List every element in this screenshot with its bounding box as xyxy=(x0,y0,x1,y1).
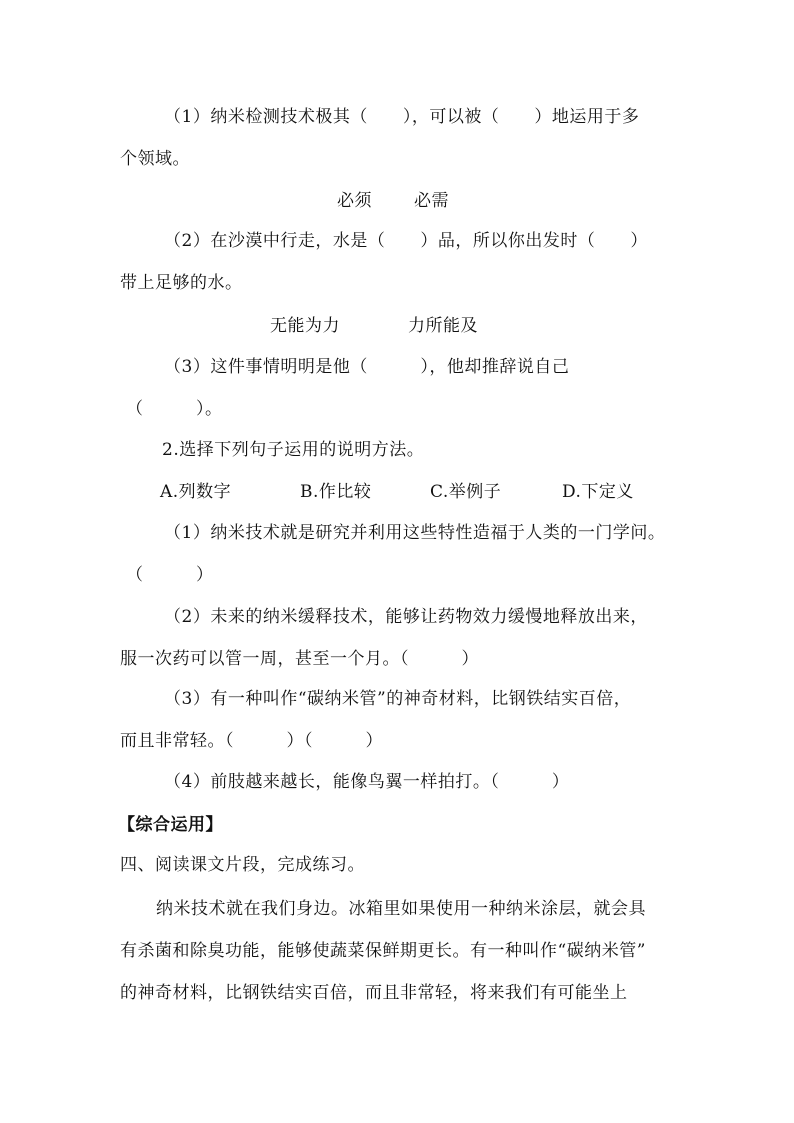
option-a: A.列数字 xyxy=(160,482,232,502)
question-2-sentence-line-2: 带上足够的水。 xyxy=(120,273,243,293)
method-question-1-line-1: （1）纳米技术就是研究并利用这些特性造福于人类的一门学问。 xyxy=(164,523,666,543)
question-3-sentence-line-2: （ ）。 xyxy=(126,399,223,419)
option-d: D.下定义 xyxy=(562,482,634,502)
method-question-4: （4）前肢越来越长，能像鸟翼一样拍打。（ ） xyxy=(164,772,570,792)
section-2-instruction: 2.选择下列句子运用的说明方法。 xyxy=(162,440,425,460)
method-question-1-blank: （ ） xyxy=(126,565,214,585)
section-heading-comprehensive-application: 【综合运用】 xyxy=(118,815,223,835)
method-question-3-line-1: （3）有一种叫作“碳纳米管”的神奇材料，比钢铁结实百倍， xyxy=(164,689,632,709)
section-4-instruction: 四、阅读课文片段，完成练习。 xyxy=(120,855,365,875)
method-question-3-line-2: 而且非常轻。（ ）（ ） xyxy=(120,731,383,751)
word-choice-pair-2 xyxy=(270,316,478,336)
reading-passage-line-2: 有杀菌和除臭功能，能够使蔬菜保鲜期更长。有一种叫作“碳纳米管” xyxy=(120,941,646,961)
method-question-2-line-1: （2）未来的纳米缓释技术，能够让药物效力缓慢地释放出来， xyxy=(164,607,648,627)
reading-passage-line-1: 纳米技术就在我们身边。冰箱里如果使用一种纳米涂层，就会具 xyxy=(156,899,646,919)
method-question-2-line-2: 服一次药可以管一周，甚至一个月。（ ） xyxy=(120,649,479,669)
option-b: B.作比较 xyxy=(300,482,372,502)
question-1-sentence-line-1: （1）纳米检测技术极其（ ），可以被（ ）地运用于多 xyxy=(164,107,640,127)
word-choice-2b: 力所能及 xyxy=(408,316,478,336)
reading-passage-line-3: 的神奇材料，比钢铁结实百倍，而且非常轻，将来我们有可能坐上 xyxy=(120,983,628,1003)
word-choice-pair-1 xyxy=(337,191,449,211)
option-c: C.举例子 xyxy=(430,482,502,502)
question-1-sentence-line-2: 个领域。 xyxy=(120,149,190,169)
question-2-sentence-line-1: （2）在沙漠中行走，水是（ ）品，所以你出发时（ ） xyxy=(164,231,648,251)
question-3-sentence-line-1: （3）这件事情明明是他（ ），他却推辞说自己 xyxy=(164,357,570,377)
method-options-row xyxy=(160,482,634,502)
word-choice-2a: 无能为力 xyxy=(270,316,340,336)
word-choice-1b: 必需 xyxy=(414,191,449,211)
word-choice-1a: 必须 xyxy=(337,191,372,211)
